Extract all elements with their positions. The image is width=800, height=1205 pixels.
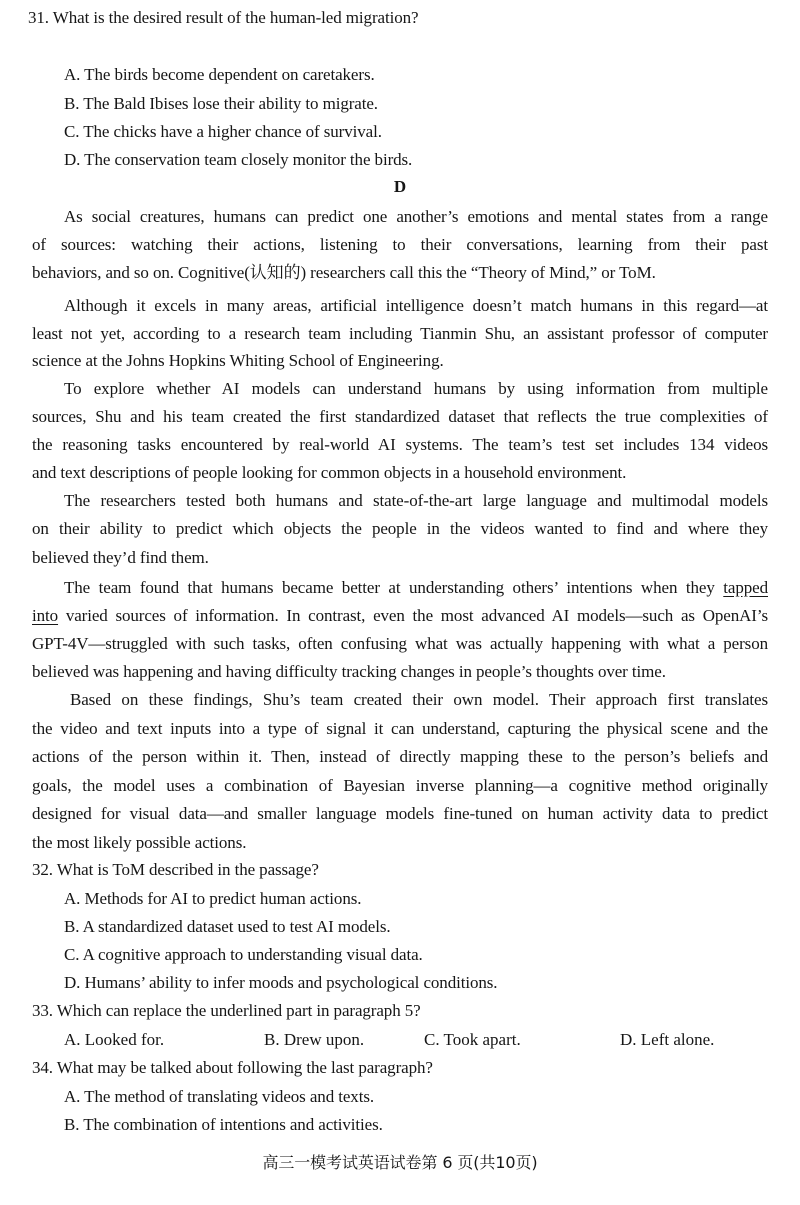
underlined-phrase-part2: into: [32, 606, 59, 625]
passage-p6-line5: designed for visual data—and smaller language models fine-tuned on human activity data to predict: [32, 804, 768, 823]
passage-p3-line3: the reasoning tasks encountered by real-world AI systems. The team’s test set includes 134 videos: [32, 435, 768, 454]
passage-p5-line1: [64, 577, 768, 599]
question-32: [32, 859, 319, 881]
q31-option-a: A. The birds become dependent on caretakers.: [64, 65, 375, 84]
passage-p3-line1: To explore whether AI models can understand humans by using information from multiple: [64, 379, 768, 398]
passage-p1-line1: As social creatures, humans can predict one another’s emotions and mental states from a range: [64, 207, 768, 226]
passage-p6-line4: goals, the model uses a combination of Bayesian inverse planning—a cognitive method originally: [32, 776, 768, 795]
underlined-phrase-part1: tapped: [723, 578, 768, 597]
passage-p2-line1: Although it excels in many areas, artificial intelligence doesn’t match humans in this regard—at: [64, 296, 768, 315]
question-number: 33.: [32, 1001, 53, 1020]
question-31: [28, 7, 418, 29]
question-33: [32, 1000, 421, 1022]
q31-option-c: C. The chicks have a higher chance of survival.: [64, 122, 382, 141]
passage-p4-line2: on their ability to predict which objects the people in the videos wanted to find and where they: [32, 519, 768, 538]
q33-option-a: A. Looked for.: [64, 1030, 165, 1049]
question-stem: What is ToM described in the passage?: [56, 860, 319, 879]
question-34: [32, 1057, 433, 1079]
q33-options-row: [64, 1029, 764, 1051]
passage-p6-line2: the video and text inputs into a type of signal it can understand, capturing the physical scene and the: [32, 719, 768, 738]
q33-option-c: C. Took apart.: [424, 1030, 521, 1049]
question-stem: What may be talked about following the last paragraph?: [56, 1058, 433, 1077]
q32-option-a: A. Methods for AI to predict human actions.: [64, 889, 362, 908]
q34-option-b: B. The combination of intentions and activities.: [64, 1115, 383, 1134]
question-number: 34.: [32, 1058, 53, 1077]
question-number: 32.: [32, 860, 53, 879]
passage-p2-line3: science at the Johns Hopkins Whiting School of Engineering.: [32, 351, 444, 370]
passage-p6-line3: actions of the person within it. Then, instead of directly mapping these to the person’s beliefs and: [32, 747, 768, 766]
passage-p1-line2: of sources: watching their actions, listening to their conversations, learning from their past: [32, 235, 768, 254]
q33-option-d: D. Left alone.: [620, 1030, 715, 1049]
question-stem: Which can replace the underlined part in paragraph 5?: [56, 1001, 421, 1020]
question-number: 31.: [28, 8, 49, 27]
q33-option-b: B. Drew upon.: [264, 1030, 365, 1049]
passage-p6-line1: Based on these findings, Shu’s team created their own model. Their approach first translates: [70, 690, 768, 709]
passage-p3-line4: and text descriptions of people looking for common objects in a household environment.: [32, 463, 627, 482]
passage-p1-line3: behaviors, and so on. Cognitive(认知的) researchers call this the “Theory of Mind,” or ToM.: [32, 263, 656, 282]
q32-option-c: C. A cognitive approach to understanding visual data.: [64, 945, 423, 964]
q32-option-d: D. Humans’ ability to infer moods and psychological conditions.: [64, 973, 498, 992]
passage-p2-line2: least not yet, according to a research team including Tianmin Shu, an assistant professor of computer: [32, 324, 768, 343]
passage-p5-line2: [32, 605, 768, 627]
passage-p4-line1: The researchers tested both humans and state-of-the-art large language and multimodal models: [64, 491, 768, 510]
q32-option-b: B. A standardized dataset used to test AI models.: [64, 917, 391, 936]
question-stem: What is the desired result of the human-led migration?: [52, 8, 419, 27]
passage-p5-line4: believed was happening and having difficulty tracking changes in people’s thoughts over time.: [32, 662, 666, 681]
passage-p3-line2: sources, Shu and his team created the first standardized dataset that reflects the true complexities of: [32, 407, 768, 426]
section-title: D: [393, 177, 407, 196]
passage-p4-line3: believed they’d find them.: [32, 548, 209, 567]
q31-option-d: D. The conservation team closely monitor the birds.: [64, 150, 413, 169]
passage-p5-line3: GPT-4V—struggled with such tasks, often confusing what was actually happening with what a person: [32, 634, 768, 653]
passage-p6-line6: the most likely possible actions.: [32, 833, 247, 852]
p5-text: The team found that humans became better at understanding others’ intentions when they: [64, 578, 724, 597]
q34-option-a: A. The method of translating videos and texts.: [64, 1087, 375, 1106]
q31-option-b: B. The Bald Ibises lose their ability to migrate.: [64, 94, 378, 113]
p5-text: varied sources of information. In contrast, even the most advanced AI models—such as OpenAI’s: [58, 606, 768, 625]
page-footer: 高三一模考试英语试卷第 6 页(共10页): [262, 1153, 538, 1172]
